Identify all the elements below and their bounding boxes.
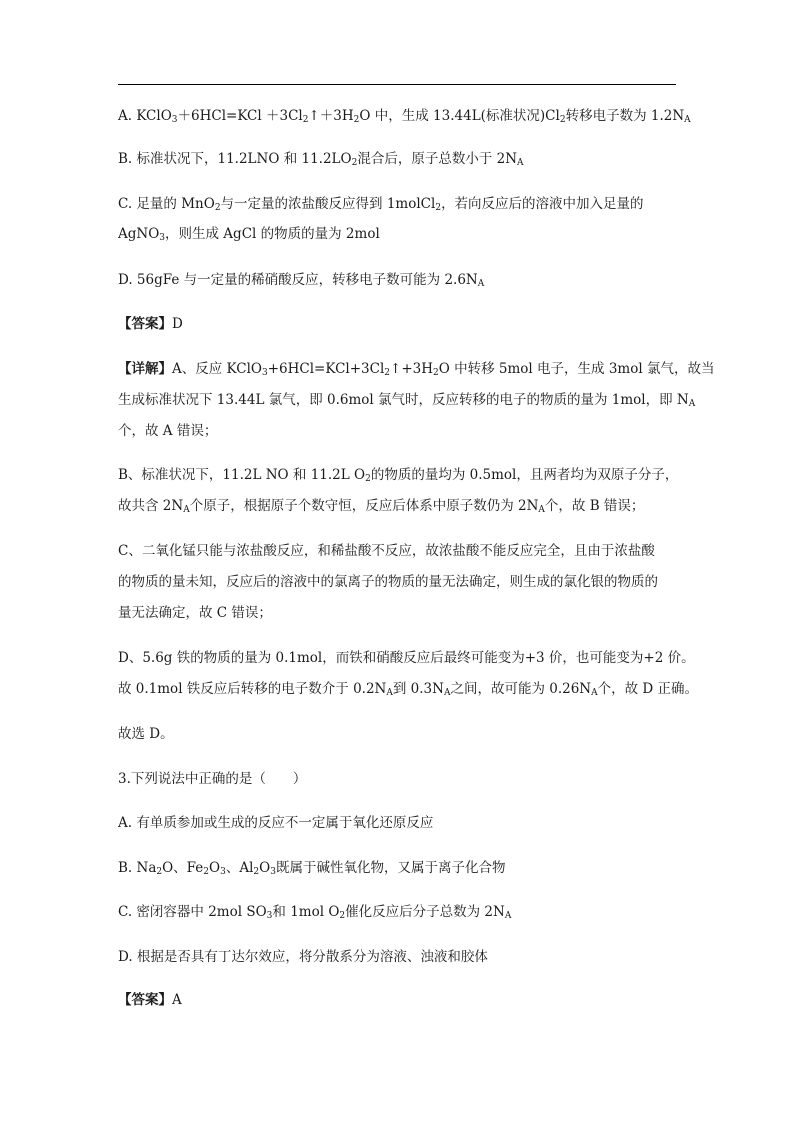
q2-explanation-a-line1: 【详解】A、反应 $KClO_3+6HCl=KCl+3Cl_2↑+3H_2O$ 中转移 5mol 电子，生成 3mol 氯气，故当	[118, 361, 715, 378]
header-rule	[118, 84, 676, 85]
q2-explanation-d-line2: 故 0.1mol 铁反应后转移的电子数介于 $0.2N_A$到 $0.3N_A$之间，故可能为 $0.26N_A$个，故 D 正确。	[118, 681, 699, 698]
q3-option-b: B. $Na_2O$、$Fe_2O_3$、$Al_2O_3$既属于碱性氧化物，又属于离子化合物	[118, 860, 506, 877]
q2-conclusion: 故选 D。	[118, 726, 174, 742]
q2-explanation-c-line2: 的物质的量未知，反应后的溶液中的氯离子的物质的量无法确定，则生成的氯化银的物质的	[118, 574, 658, 590]
q3-option-a: A. 有单质参加或生成的反应不一定属于氧化还原反应	[118, 815, 434, 831]
q2-option-a: A. KClO$_3$＋6HCl=KCl $+3Cl_2↑+3H_2O$ 中，生成 13.44L(标准状况)$Cl_2$转移电子数为 $1.2N_A$	[118, 108, 691, 125]
q3-answer: 【答案】A	[118, 992, 182, 1008]
q3-stem: 3.下列说法中正确的是（ ）	[118, 771, 307, 787]
q2-explanation-a-line2: 生成标准状况下 13.44L 氯气，即 0.6mol 氯气时，反应转移的电子的物质的量为 1mol，即 $N_A$	[118, 392, 696, 409]
q2-option-d: D. 56gFe 与一定量的稀硝酸反应，转移电子数可能为 $2.6N_A$	[118, 272, 485, 289]
q2-explanation-a-line3: 个，故 A 错误；	[118, 423, 218, 439]
q2-option-c-line2: AgNO$_3$，则生成 AgCl 的物质的量为 2mol	[118, 226, 380, 243]
q2-option-b: B. 标准状况下，11.2LNO 和 $11.2LO_2$混合后，原子总数小于 $2N_A$	[118, 151, 524, 168]
q3-option-d: D. 根据是否具有丁达尔效应，将分散系分为溶液、浊液和胶体	[118, 949, 488, 965]
q2-explanation-c-line1: C、二氧化锰只能与浓盐酸反应，和稀盐酸不反应，故浓盐酸不能反应完全，且由于浓盐酸	[118, 543, 655, 559]
q2-explanation-c-line3: 量无法确定，故 C 错误；	[118, 605, 272, 621]
q2-option-c-line1: C. 足量的 MnO$_2$与一定量的浓盐酸反应得到 1molCl$_2$，若向反应后的溶液中加入足量的	[118, 196, 644, 213]
q2-answer: 【答案】D	[118, 316, 183, 332]
q2-explanation-b-line2: 故共含 $2N_A$个原子，根据原子个数守恒，反应后体系中原子数仍为 $2N_A$个，故 B 错误；	[118, 498, 645, 515]
q2-explanation-b-line1: B、标准状况下，11.2L NO 和 11.2L $O_2$的物质的量均为 0.5mol，且两者均为双原子分子，	[118, 467, 679, 484]
q2-explanation-d-line1: D、5.6g 铁的物质的量为 0.1mol，而铁和硝酸反应后最终可能变为+3 价，也可能变为+2 价。	[118, 650, 695, 666]
q3-option-c: C. 密闭容器中 2mol $SO_3$和 1mol $O_2$催化反应后分子总数为 $2N_A$	[118, 904, 512, 921]
